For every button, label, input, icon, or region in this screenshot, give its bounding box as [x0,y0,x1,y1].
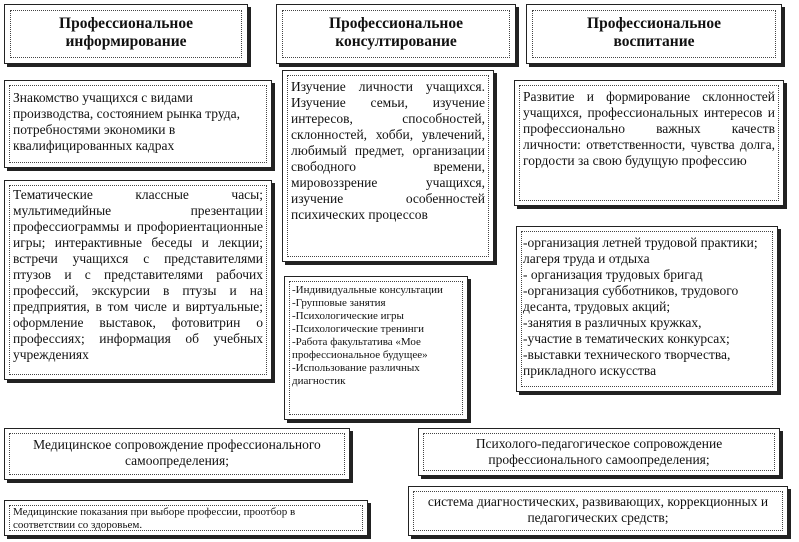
list-item: -занятия в различных кружках, [523,315,702,330]
education-development-text: Развитие и формирование склонностей учащихся, профессиональных интересов и профессионально важных качеств личности: ответственности, чувства долга, гордости за свою будущую профессию [523,89,775,168]
consulting-methods-box [284,276,468,420]
header-consulting [276,4,516,64]
list-item: -Психологические игры [292,310,404,322]
list-item: -Психологические тренинги [292,323,425,335]
informing-intro-text: Знакомство учащихся с видами производства, состоянием рынка труда, потребностями экономики в квалифицированных кадрах [13,90,241,153]
consulting-methods-list [292,284,460,388]
psych-support-box [418,428,780,476]
consulting-study-text: Изучение личности учащихся. Изучение семьи, изучение интересов, способностей, склонностей, хобби, увлечений, любимый предмет, организации свободного времени, мировоззрение учащихся, изучение особенностей психических процессов [291,79,485,222]
header-informing-line1: Профессиональное [59,15,193,32]
list-item: -Групповые занятия [292,297,386,309]
medical-indications-box [4,500,368,536]
education-activities-list [523,235,771,379]
header-education [526,4,782,64]
list-item: -выставки технического творчества, прикладного искусства [523,347,731,378]
medical-indications-text: Медицинские показания при выборе профессии, проотбор в соответствии со здоровьем. [13,506,296,531]
consulting-study-box [282,70,494,262]
header-consulting-line2: консултирование [335,33,457,50]
informing-intro-box [4,80,272,168]
list-item: -организация летней трудовой практики; лагеря труда и отдыха [523,235,758,266]
medical-support-text: Медицинское сопровождение профессионального самоопределения; [33,437,321,468]
diagnostic-system-box [408,486,788,536]
psych-support-text: Психолого-педагогическое сопровождение профессионального самоопределения; [475,436,723,467]
medical-support-box [4,428,350,480]
header-consulting-line1: Профессиональное [329,15,463,32]
header-education-line1: Профессиональное [587,15,721,32]
education-activities-box [516,226,778,392]
list-item: -организация субботников, трудового десанта, трудовых акций; [523,283,739,314]
header-informing [4,4,248,64]
diagnostic-system-text: система диагностических, развивающих, коррекционных и педагогических средств; [427,494,769,525]
informing-activities-box [4,180,272,380]
informing-activities-text: Тематические классные часы; мультимедийные презентации профессиограммы и профориентационные игры; интерактивные беседы и лекции; встречи учащихся с представителями птузов и с представителями рабочих профессий, экскурсии в птузы и на предприятия, в том числе и виртуальные; оформление выставок, фотовитрин о профессиях; информация об учебных учреждениях [13,187,263,362]
list-item: -участие в тематических конкурсах; [523,331,730,346]
header-education-line2: воспитание [613,33,695,50]
list-item: -Работа факультатива «Мое профессиональное будущее» [292,336,428,361]
list-item: -Использование различных диагностик [292,362,420,387]
list-item: - организация трудовых бригад [523,267,703,282]
list-item: -Индивидуальные консультации [292,284,443,296]
header-informing-line2: информирование [65,33,187,50]
education-development-box [514,80,784,206]
